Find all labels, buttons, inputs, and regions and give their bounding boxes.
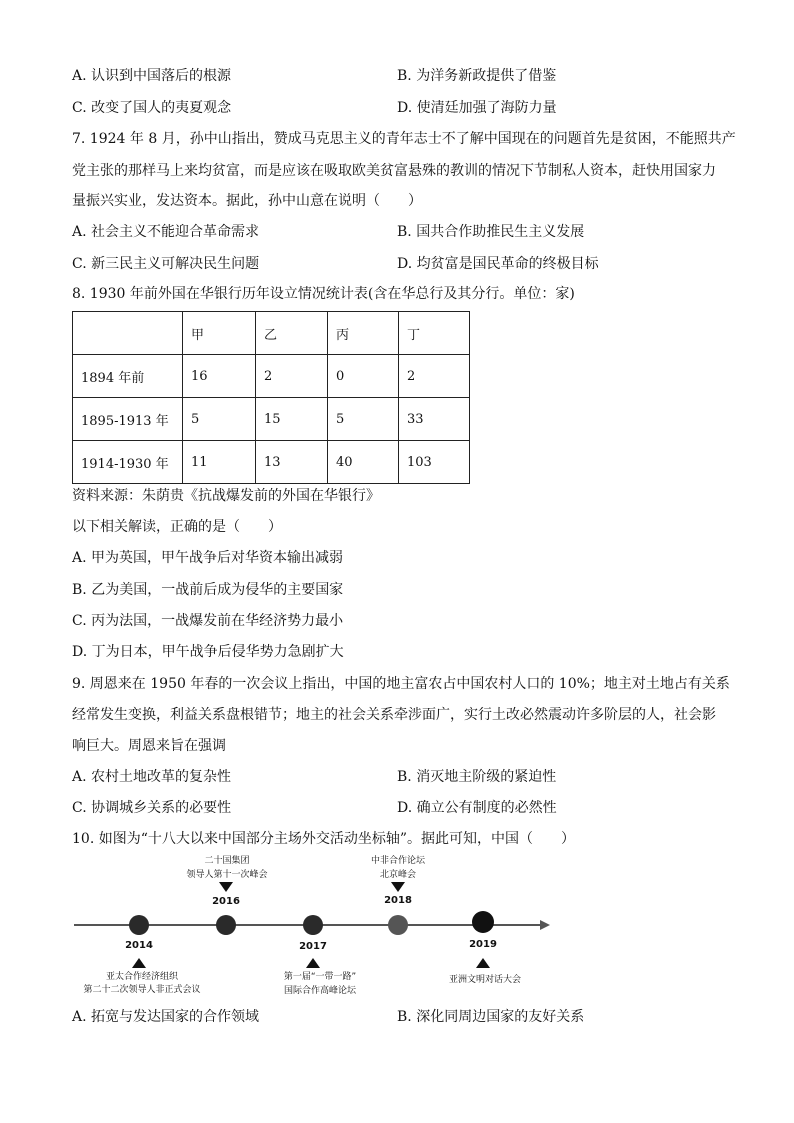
table-cell: 2 [256,355,328,398]
table-cell: 11 [183,441,256,484]
event-2016-line2: 领导人第十一次峰会 [186,870,268,880]
event-2017-line1: 第一届“一带一路” [283,972,357,982]
q7-option-d: D. 均贫富是国民革命的终极目标 [397,256,599,272]
diplomacy-timeline [70,850,560,1010]
year-2019: 2019 [469,939,497,950]
table-cell: 13 [256,441,328,484]
q7-option-c: C. 新三民主义可解决民生问题 [72,256,260,272]
table-cell: 2 [399,355,470,398]
table-cell: 1895-1913 年 [73,398,183,441]
table-cell: 15 [256,398,328,441]
marker-2017 [306,958,320,968]
q8-option-b: B. 乙为美国，一战前后成为侵华的主要国家 [72,582,344,598]
event-2016-line1: 二十国集团 [204,856,250,866]
q9-stem-line-1: 9. 周恩来在 1950 年春的一次会议上指出，中国的地主富农占中国农村人口的 10%；地主对土地占有关系 [72,676,730,692]
table-header-cell: 甲 [183,312,256,355]
timeline-node-2018 [388,915,408,935]
table-header-cell: 乙 [256,312,328,355]
q7-option-a: A. 社会主义不能迎合革命需求 [72,224,260,240]
event-2018-line1: 中非合作论坛 [370,856,426,866]
q8-prompt: 以下相关解读，正确的是（ ） [72,519,282,535]
table-cell: 103 [399,441,470,484]
table-row [73,441,470,484]
q10-option-b: B. 深化同周边国家的友好关系 [397,1009,585,1025]
timeline-arrowhead [540,920,550,930]
timeline-node-2019 [472,911,494,933]
marker-2014 [132,958,146,968]
timeline-node-2014 [129,915,149,935]
q7-option-b: B. 国共合作助推民生主义发展 [397,224,585,240]
q6-option-b: B. 为洋务新政提供了借鉴 [397,68,557,84]
table-header-cell: 丁 [399,312,470,355]
q9-option-b: B. 消灭地主阶级的紧迫性 [397,769,557,785]
marker-2019 [476,958,490,968]
q9-stem-line-2: 经常发生变换，利益关系盘根错节；地主的社会关系牵涉面广，实行土改必然震动许多阶层的人，社会影 [72,707,716,723]
q7-stem-line-3: 量振兴实业，发达资本。据此，孙中山意在说明（ ） [72,193,422,209]
q8-option-c: C. 丙为法国，一战爆发前在华经济势力最小 [72,613,344,629]
marker-2016 [219,882,233,892]
q8-stem: 8. 1930 年前外国在华银行历年设立情况统计表(含在华总行及其分行。单位：家) [72,286,575,302]
q6-option-d: D. 使清廷加强了海防力量 [397,100,557,116]
q6-option-c: C. 改变了国人的夷夏观念 [72,100,232,116]
year-2016: 2016 [212,896,240,907]
event-2019-line1: 亚洲文明对话大会 [448,975,522,985]
q6-option-a: A. 认识到中国落后的根源 [72,68,232,84]
year-2014: 2014 [125,940,153,951]
q8-option-d: D. 丁为日本，甲午战争后侵华势力急剧扩大 [72,644,344,660]
timeline-node-2016 [216,915,236,935]
table-header-row [73,312,470,355]
table-cell: 1894 年前 [73,355,183,398]
q7-stem-line-2: 党主张的那样马上来均贫富，而是应该在吸取欧美贫富悬殊的教训的情况下节制私人资本，赶快用国家力 [72,163,716,179]
table-row [73,398,470,441]
q8-source: 资料来源：朱荫贵《抗战爆发前的外国在华银行》 [72,488,380,504]
marker-2018 [391,882,405,892]
table-header-cell [73,312,183,355]
table-cell: 5 [183,398,256,441]
q10-stem: 10. 如图为“十八大以来中国部分主场外交活动坐标轴”。据此可知，中国（ ） [72,831,576,847]
event-2014-line1: 亚太合作经济组织 [105,972,179,982]
table-cell: 16 [183,355,256,398]
event-2017-line2: 国际合作高峰论坛 [283,986,357,996]
q9-option-c: C. 协调城乡关系的必要性 [72,800,232,816]
table-cell: 5 [328,398,399,441]
year-2018: 2018 [384,895,412,906]
table-row [73,355,470,398]
event-2014-line2: 第二十二次领导人非正式会议 [83,985,201,995]
q7-stem-line-1: 7. 1924 年 8 月，孙中山指出，赞成马克思主义的青年志士不了解中国现在的问题首先是贫困，不能照共产 [72,131,736,147]
q8-option-a: A. 甲为英国，甲午战争后对华资本输出减弱 [72,550,344,566]
q10-option-a: A. 拓宽与发达国家的合作领域 [72,1009,260,1025]
q9-option-d: D. 确立公有制度的必然性 [397,800,557,816]
q9-option-a: A. 农村土地改革的复杂性 [72,769,232,785]
year-2017: 2017 [299,941,327,952]
table-cell: 40 [328,441,399,484]
table-header-cell: 丙 [328,312,399,355]
table-cell: 33 [399,398,470,441]
q9-stem-line-3: 响巨大。周恩来旨在强调 [72,738,226,754]
table-cell: 1914-1930 年 [73,441,183,484]
table-cell: 0 [328,355,399,398]
timeline-node-2017 [303,915,323,935]
bank-statistics-table [72,311,470,484]
event-2018-line2: 北京峰会 [379,870,417,880]
